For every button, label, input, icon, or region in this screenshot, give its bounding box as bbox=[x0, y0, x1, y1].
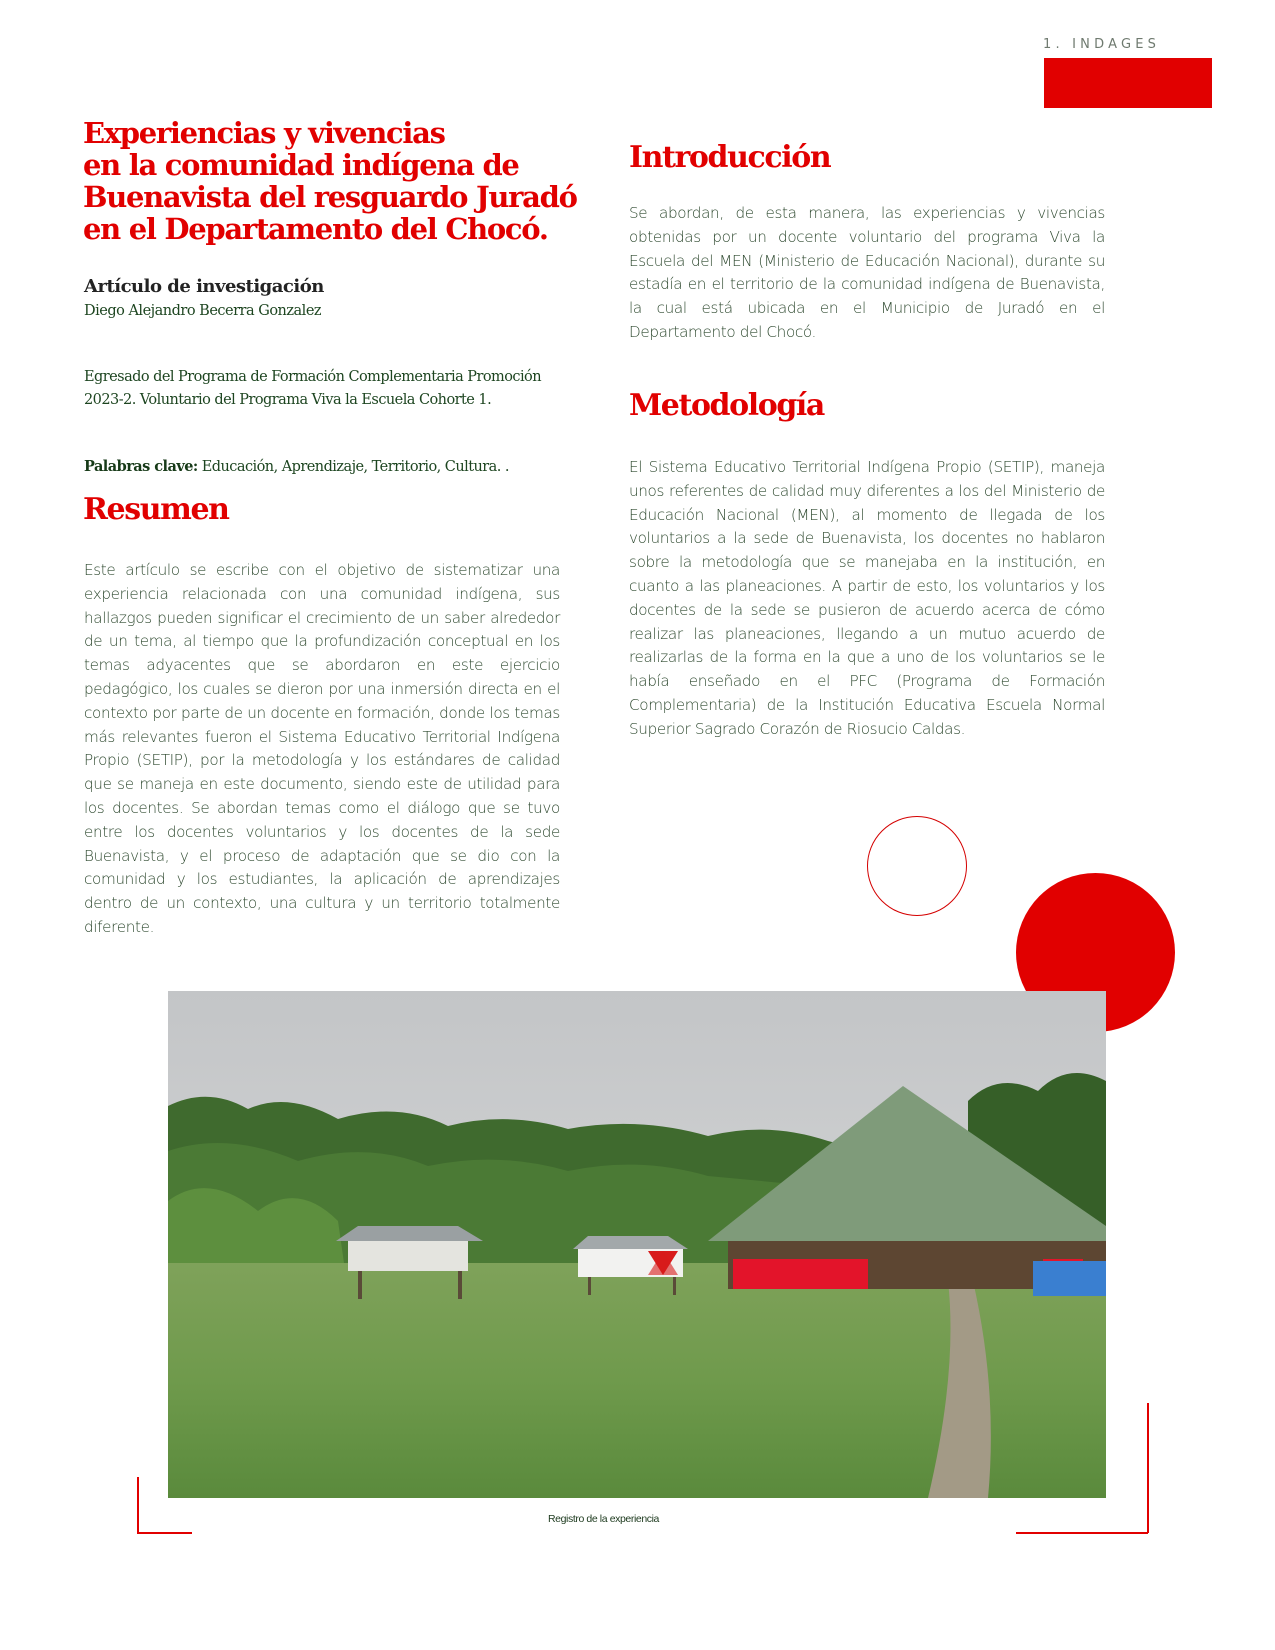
heading-introduccion: Introducción bbox=[629, 140, 831, 175]
keywords-list: Educación, Aprendizaje, Territorio, Cultura. . bbox=[201, 459, 509, 475]
keywords-label: Palabras clave: bbox=[84, 458, 198, 475]
author-name: Diego Alejandro Becerra Gonzalez bbox=[84, 303, 322, 319]
photo-hut-1-wall bbox=[348, 1241, 468, 1271]
heading-metodologia: Metodología bbox=[629, 388, 824, 423]
article-title-line: en la comunidad indígena de bbox=[83, 148, 519, 182]
corner-bracket-left bbox=[137, 1477, 139, 1533]
article-type: Artículo de investigación bbox=[84, 276, 324, 297]
heading-resumen: Resumen bbox=[83, 492, 229, 527]
decorative-circle-outline bbox=[867, 816, 967, 916]
experience-photo bbox=[168, 991, 1106, 1498]
article-title-line: Experiencias y vivencias bbox=[83, 116, 445, 150]
photo-hut-2-roof bbox=[573, 1236, 688, 1249]
metodologia-text: El Sistema Educativo Territorial Indígena Propio (SETIP), maneja unos referentes de calidad muy diferentes a los del Ministerio de Educación Nacional (MEN), al momento de llegada de los voluntarios a la sede de Buenavista, los docentes no hablaron sobre la metodología que se manejaba en la institución, en cuanto a las planeaciones. A partir de esto, los voluntarios y los docentes de la sede se pusieron de acuerdo acerca de cómo realizar las planeaciones, llegando a un mutuo acuerdo de realizarlas de la forma en la que a uno de los voluntarios se le había enseñado en el PFC (Programa de Formación Complementaria) de la Institución Educativa Escuela Normal Superior Sagrado Corazón de Riosucio Caldas. bbox=[629, 458, 1105, 738]
corner-bracket-right bbox=[1147, 1403, 1149, 1533]
article-title-line: en el Departamento del Chocó. bbox=[83, 212, 548, 246]
article-title bbox=[83, 117, 603, 245]
author-bio: Egresado del Programa de Formación Complementaria Promoción 2023-2. Voluntario del Programa Viva la Escuela Cohorte 1. bbox=[84, 369, 542, 408]
photo-roundhouse-red-panel bbox=[733, 1259, 868, 1289]
resumen-text: Este artículo se escribe con el objetivo de sistematizar una experiencia relacionada con una comunidad indígena, sus hallazgos pueden significar el crecimiento de un saber alrededor de un tema, al tiempo que la profundización conceptual en los temas adyacentes que se abordaron en este ejercicio pedagógico, los cuales se dieron por una inmersión directa en el contexto por parte de un docente en formación, donde los temas más relevantes fueron el Sistema Educativo Territorial Indígena Propio (SETIP), por la metodología y los estándares de calidad que se maneja en este documento, siendo este de utilidad para los docentes. Se abordan temas como el diálogo que se tuvo entre los docentes voluntarios y los docentes de la sede Buenavista, y el proceso de adaptación que se dio con la comunidad y los estudiantes, la aplicación de aprendizajes dentro de un contexto, una cultura y un territorio totalmente diferente. bbox=[84, 561, 560, 936]
introduccion-text: Se abordan, de esta manera, las experiencias y vivencias obtenidas por un docente voluntario del programa Viva la Escuela del MEN (Ministerio de Educación Nacional), durante su estadía en el territorio de la comunidad indígena de Buenavista, la cual está ubicada en el Municipio de Juradó en el Departamento del Chocó. bbox=[629, 204, 1105, 341]
keywords bbox=[84, 458, 509, 475]
section-tag: 1. INDAGES bbox=[1043, 37, 1161, 52]
photo-blue-tank bbox=[1033, 1261, 1106, 1296]
article-title-line: Buenavista del resguardo Juradó bbox=[83, 180, 577, 214]
photo-landscape bbox=[168, 991, 1106, 1498]
photo-hut-1-roof bbox=[336, 1226, 483, 1241]
photo-caption: Registro de la experiencia bbox=[548, 1513, 660, 1525]
corner-bracket-right bbox=[1016, 1532, 1148, 1534]
corner-bracket-left bbox=[137, 1532, 192, 1534]
section-tag-bar bbox=[1044, 58, 1212, 108]
